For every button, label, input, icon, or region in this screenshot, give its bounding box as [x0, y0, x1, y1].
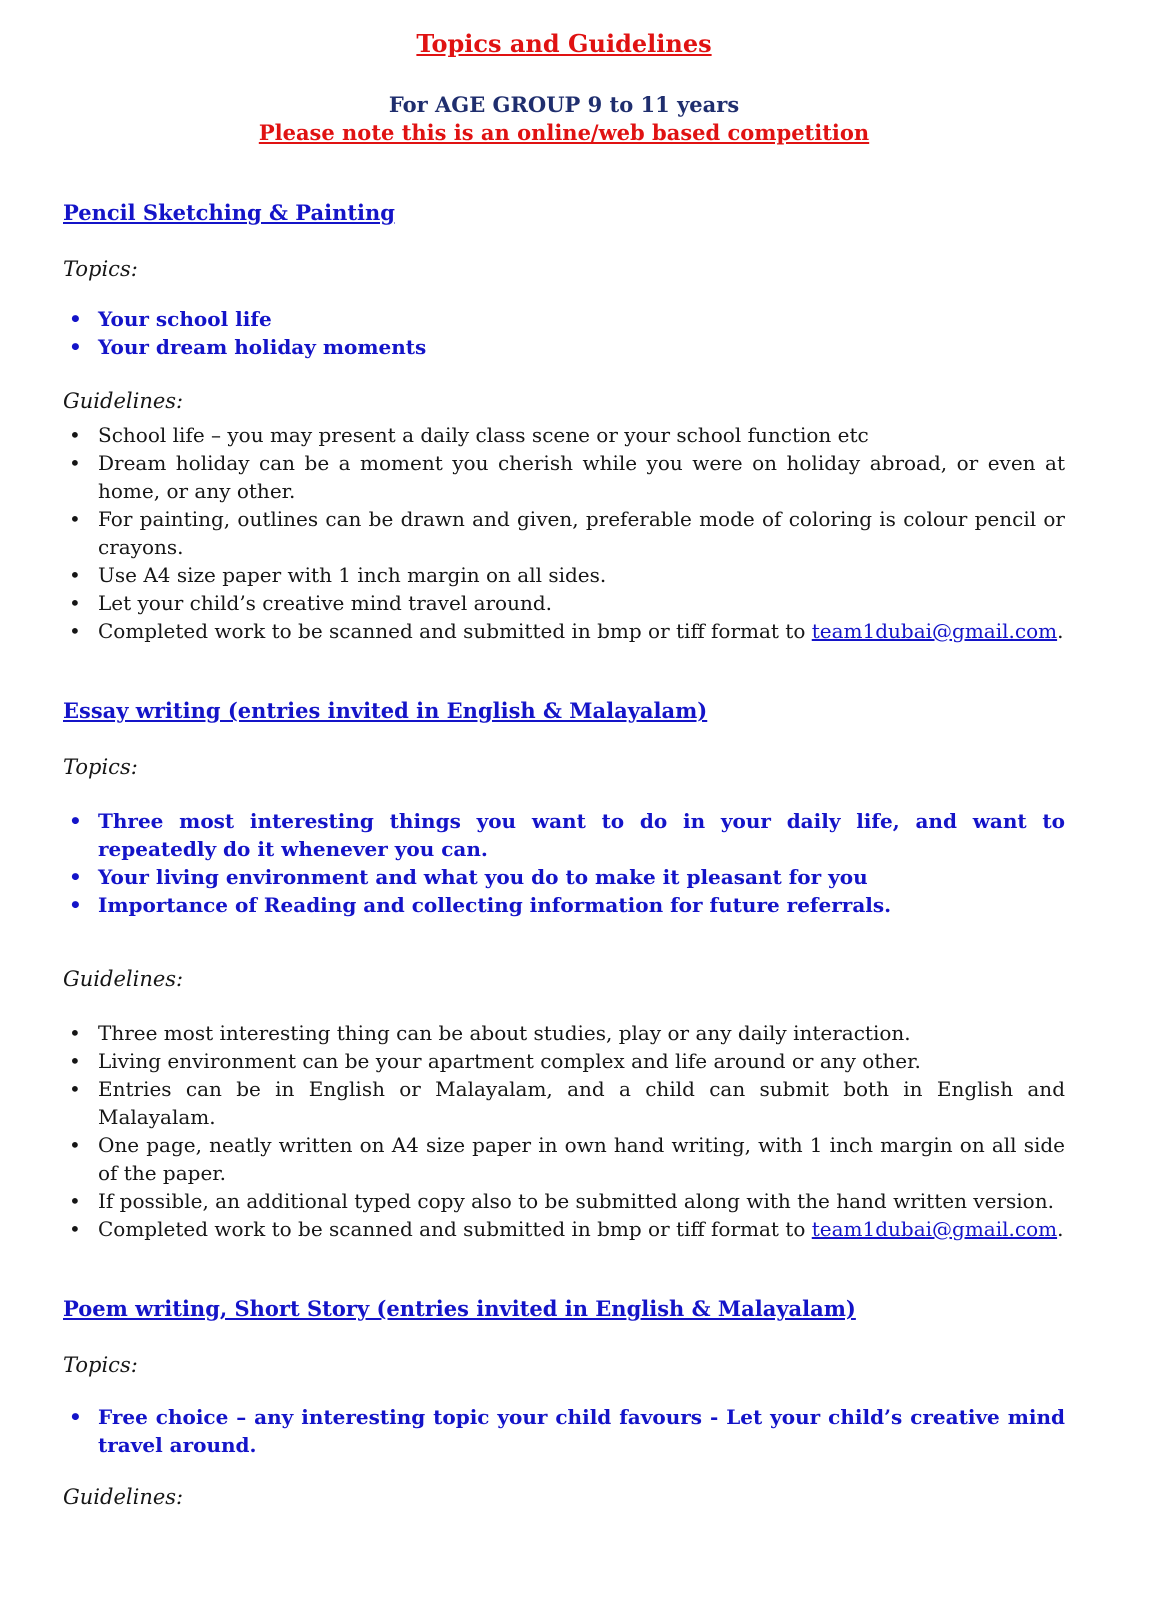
online-competition-note: Please note this is an online/web based competition	[258, 120, 870, 145]
guideline-suffix: .	[1057, 619, 1064, 643]
section-poem	[63, 1295, 1065, 1511]
guidelines-label: Guidelines:	[63, 389, 184, 413]
topics-label: Topics:	[63, 755, 138, 779]
topic-item: • Your living environment and what you do to make it pleasant for you	[63, 863, 1065, 891]
topics-list	[63, 1403, 1065, 1459]
guideline-text: Completed work to be scanned and submitted in bmp or tiff format to	[98, 1217, 812, 1241]
age-group-subtitle: For AGE GROUP 9 to 11 years	[388, 92, 740, 117]
guidelines-label: Guidelines:	[63, 967, 184, 991]
guideline-text: Completed work to be scanned and submitted in bmp or tiff format to	[98, 619, 812, 643]
guideline-item: • Living environment can be your apartment complex and life around or any other.	[63, 1047, 1065, 1075]
guideline-item: • If possible, an additional typed copy also to be submitted along with the hand written version.	[63, 1187, 1065, 1215]
guideline-item: • Use A4 size paper with 1 inch margin on all sides.	[63, 561, 1065, 589]
section-heading: Pencil Sketching & Painting	[63, 200, 395, 225]
guidelines-list	[63, 1019, 1065, 1243]
guideline-item: • Three most interesting thing can be about studies, play or any daily interaction.	[63, 1019, 1065, 1047]
guideline-item: • Dream holiday can be a moment you cherish while you were on holiday abroad, or even at home, or any other.	[63, 449, 1065, 505]
guideline-item: • Let your child’s creative mind travel around.	[63, 589, 1065, 617]
section-heading: Poem writing, Short Story (entries invited in English & Malayalam)	[63, 1296, 856, 1321]
guideline-suffix: .	[1057, 1217, 1064, 1241]
section-essay	[63, 697, 1065, 1243]
topics-list	[63, 305, 1065, 361]
section-pencil	[63, 199, 1065, 645]
guideline-item	[63, 617, 1065, 645]
page-title: Topics and Guidelines	[416, 29, 712, 58]
topic-item: • Your dream holiday moments	[63, 333, 1065, 361]
guideline-item: • Entries can be in English or Malayalam, and a child can submit both in English and Malayalam.	[63, 1075, 1065, 1131]
topics-list	[63, 807, 1065, 919]
email-link[interactable]: team1dubai@gmail.com	[811, 619, 1058, 643]
guideline-item	[63, 1215, 1065, 1243]
topic-item: • Free choice – any interesting topic your child favours - Let your child’s creative mind travel around.	[63, 1403, 1065, 1459]
email-link[interactable]: team1dubai@gmail.com	[811, 1217, 1058, 1241]
topics-label: Topics:	[63, 257, 138, 281]
guidelines-list	[63, 421, 1065, 645]
guideline-item: • For painting, outlines can be drawn and given, preferable mode of coloring is colour pencil or crayons.	[63, 505, 1065, 561]
guidelines-label: Guidelines:	[63, 1485, 184, 1509]
sections-container	[63, 199, 1065, 1511]
topics-label: Topics:	[63, 1353, 138, 1377]
guideline-item: • School life – you may present a daily class scene or your school function etc	[63, 421, 1065, 449]
topic-item: • Importance of Reading and collecting information for future referrals.	[63, 891, 1065, 919]
section-heading: Essay writing (entries invited in English & Malayalam)	[63, 698, 708, 723]
topic-item: • Three most interesting things you want to do in your daily life, and want to repeatedly do it whenever you can.	[63, 807, 1065, 863]
topic-item: • Your school life	[63, 305, 1065, 333]
guideline-item: • One page, neatly written on A4 size paper in own hand writing, with 1 inch margin on all side of the paper.	[63, 1131, 1065, 1187]
